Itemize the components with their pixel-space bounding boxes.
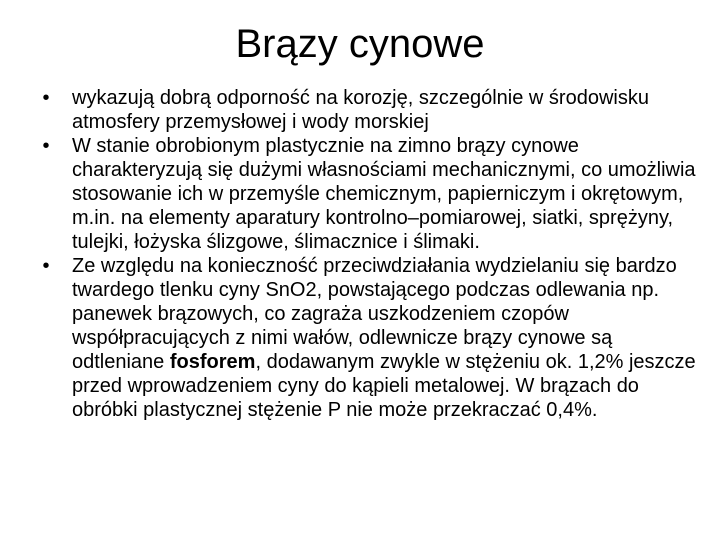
- bullet-icon: •: [42, 255, 50, 277]
- bullet-text-bold-phosphorus: fosforem: [169, 351, 256, 373]
- bullet-icon: •: [42, 87, 50, 109]
- slide-title: Brązy cynowe: [235, 22, 485, 66]
- bullet-icon: •: [42, 135, 50, 157]
- bullet-text: wykazują dobrą odporność na korozję, szczególnie w środowisku atmosfery przemysłowej i wody morskiej: [72, 87, 649, 133]
- bullet-item-corrosion: [36, 86, 696, 134]
- bullet-item-deoxidation: [36, 254, 696, 422]
- bullet-list: [36, 86, 696, 422]
- bullet-text: [72, 255, 696, 421]
- bullet-text: W stanie obrobionym plastycznie na zimno brązy cynowe charakteryzują się dużymi własnościami mechanicznymi, co umożliwia stosowanie ich w przemyśle chemicznym, papierniczym i okrętowym, m.in. na elementy aparatury kontrolno–pomiarowej, siatki, sprężyny, tulejki, łożyska ślizgowe, ślimacznice i ślimaki.: [72, 135, 696, 253]
- bullet-item-mechanical-properties: [36, 134, 696, 254]
- bullet-text-after: , dodawanym zwykle w stężeniu ok. 1,2% jeszcze przed wprowadzeniem cyny do kąpieli metalowej. W brązach do obróbki plastycznej stężenie P nie może przekraczać 0,4%.: [72, 351, 696, 421]
- bullet-text-before: Ze względu na konieczność przeciwdziałania wydzielaniu się bardzo twardego tlenku cyny SnO2, powstającego podczas odlewania np. panewek brązowych, co zagraża uszkodzeniem czopów współpracujących z nimi wałów, odlewnicze brązy cynowe są odtleniane: [72, 255, 677, 373]
